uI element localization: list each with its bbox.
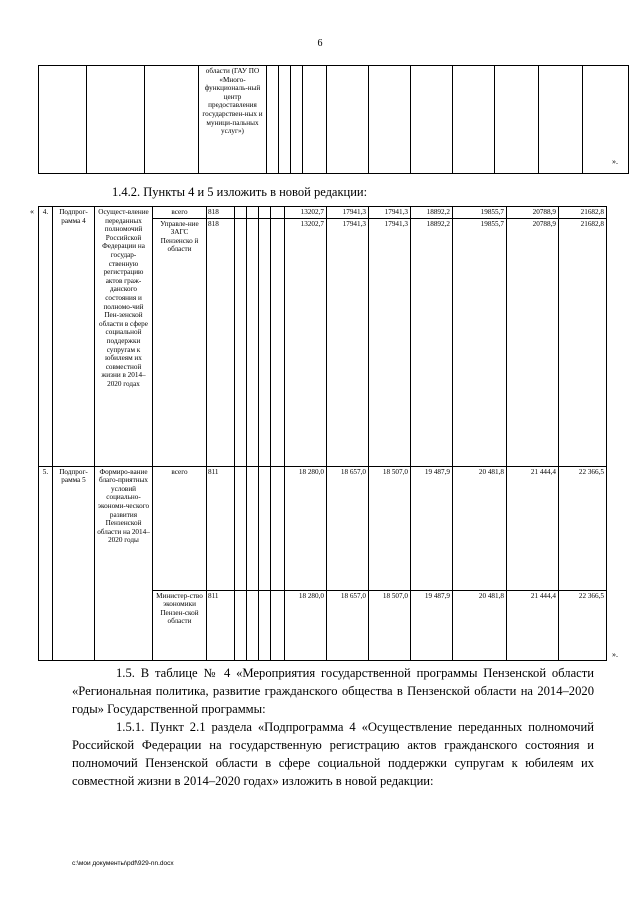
subprogram-cell: Подпрог-рамма 5 — [53, 466, 95, 660]
code-cell: 818 — [207, 218, 235, 466]
executor-cell: Управле-ние ЗАГС Пензенско й области — [153, 218, 207, 466]
value-cell: 13202,7 — [285, 218, 327, 466]
row-number: 4. — [39, 207, 53, 467]
value-cell: 18 657,0 — [327, 466, 369, 590]
measure-cell: Формиро-вание благо-приятных условий социально-экономи-ческого развития Пензенской области на 2014–2020 годы — [95, 466, 153, 660]
top-table-fragment — [38, 65, 629, 174]
main-table — [38, 206, 607, 661]
heading-1-4-2: 1.4.2. Пункты 4 и 5 изложить в новой редакции: — [112, 185, 368, 199]
closing-quote: ». — [612, 157, 618, 166]
value-cell: 20788,9 — [507, 207, 559, 219]
footer-file-path: c:\мои документы\pdf\929-nn.docx — [72, 860, 174, 867]
value-cell: 18892,2 — [411, 207, 453, 219]
value-cell: 17941,3 — [327, 207, 369, 219]
value-cell: 17941,3 — [369, 207, 411, 219]
body-text — [72, 664, 594, 790]
value-cell: 18 280,0 — [285, 590, 327, 660]
paragraph-1-5-1: 1.5.1. Пункт 2.1 раздела «Подпрограмма 4 «Осуществление переданных полномочий Российской Федерации на государственную регистрацию актов гражданского состояния и полномочий Пензенской области в сфере социальной поддержки супругам к юбилеям их совместной жизни в 2014–2020 годах» изложить в новой редакции: — [72, 720, 594, 788]
measure-cell: Осущест-вление переданных полномочий Российской Федерации на государ-ственную регистрацию актов граж-данского состояния и полномо-чий Пен-зенской области в сфере социальной поддержки супругам к юбилеям их совместной жизни в 2014–2020 годах — [95, 207, 153, 467]
code-cell: 811 — [207, 466, 235, 590]
page-number: 6 — [317, 38, 323, 49]
value-cell: 19 487,9 — [411, 466, 453, 590]
value-cell: 20 481,8 — [453, 466, 507, 590]
value-cell: 22 366,5 — [559, 466, 607, 590]
value-cell: 19855,7 — [453, 207, 507, 219]
value-cell: 13202,7 — [285, 207, 327, 219]
value-cell: 17941,3 — [327, 218, 369, 466]
value-cell: 18892,2 — [411, 218, 453, 466]
executor-cell: Министер-ство экономики Пензен-ской области — [153, 590, 207, 660]
value-cell: 18 507,0 — [369, 466, 411, 590]
executor-cell: области (ГАУ ПО «Много-функциональ-ный центр предоставления государствен-ных и муници-пальных услуг») — [199, 66, 267, 174]
table-row — [39, 207, 607, 219]
value-cell: 19855,7 — [453, 218, 507, 466]
paragraph-1-5: 1.5. В таблице № 4 «Мероприятия государственной программы Пензенской области «Региональная политика, развитие гражданского общества в Пензенской области на 2014–2020 годы» Государственной программы: — [72, 666, 594, 716]
table-row — [39, 466, 607, 590]
executor-cell: всего — [153, 207, 207, 219]
executor-cell: всего — [153, 466, 207, 590]
value-cell: 19 487,9 — [411, 590, 453, 660]
value-cell: 21 444,4 — [507, 590, 559, 660]
value-cell: 20 481,8 — [453, 590, 507, 660]
closing-quote-2: ». — [612, 650, 618, 659]
value-cell: 18 507,0 — [369, 590, 411, 660]
opening-quote: « — [30, 207, 34, 216]
value-cell: 18 280,0 — [285, 466, 327, 590]
value-cell: 18 657,0 — [327, 590, 369, 660]
value-cell: 20788,9 — [507, 218, 559, 466]
value-cell: 17941,3 — [369, 218, 411, 466]
value-cell: 21682,8 — [559, 207, 607, 219]
value-cell: 21682,8 — [559, 218, 607, 466]
code-cell: 818 — [207, 207, 235, 219]
row-number: 5. — [39, 466, 53, 660]
value-cell: 21 444,4 — [507, 466, 559, 590]
code-cell: 811 — [207, 590, 235, 660]
value-cell: 22 366,5 — [559, 590, 607, 660]
subprogram-cell: Подпрог-рамма 4 — [53, 207, 95, 467]
